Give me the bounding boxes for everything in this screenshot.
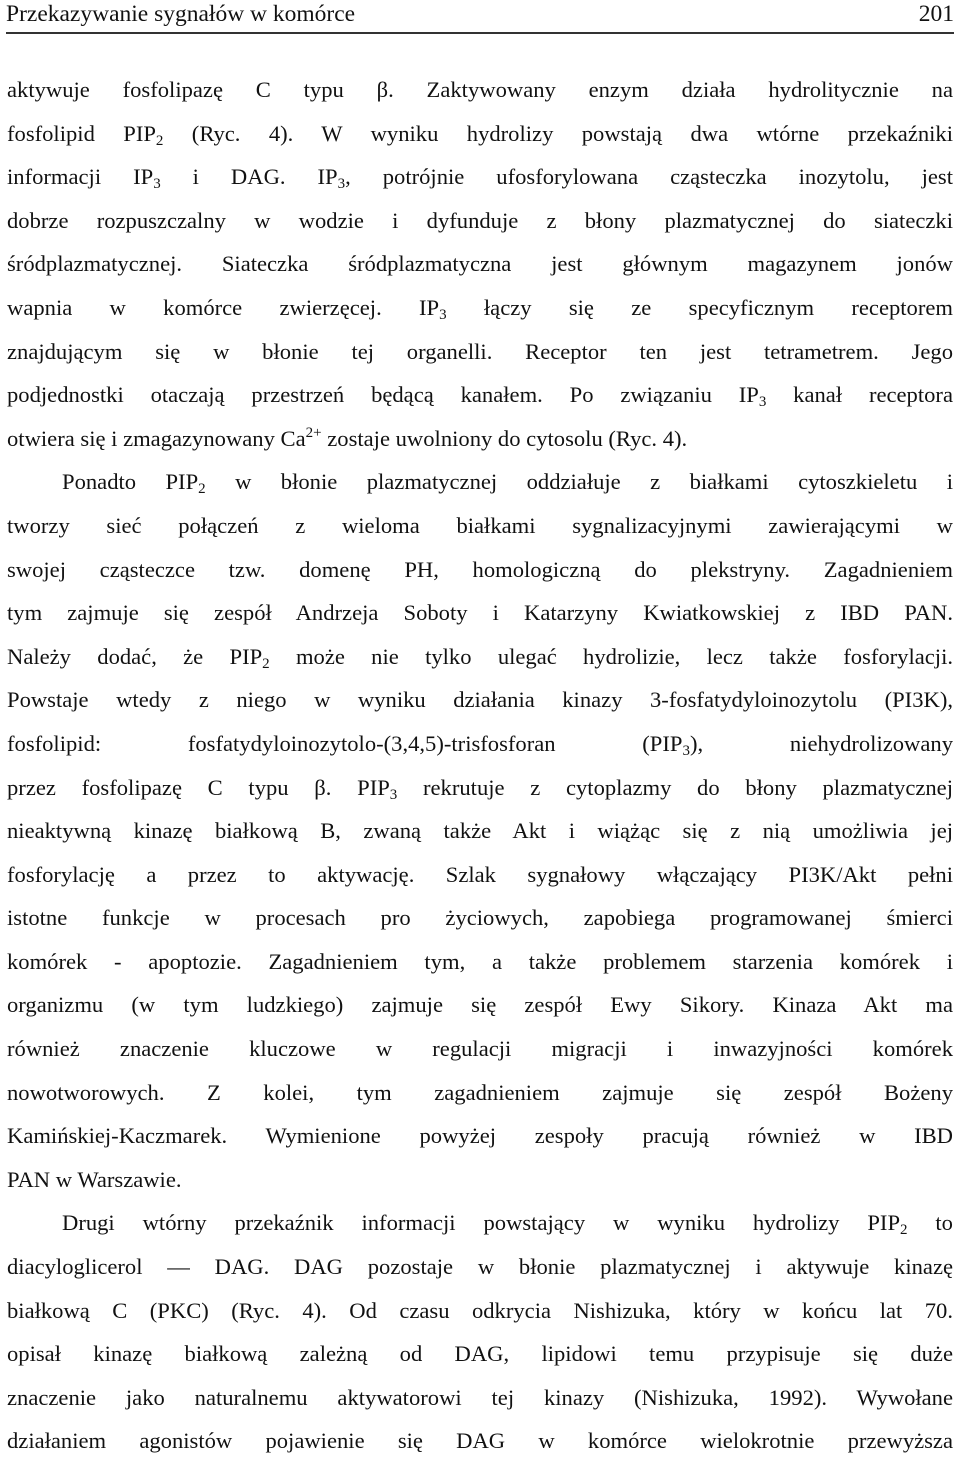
text-line: organizmu (w tym ludzkiego) zajmuje się zespół Ewy Sikory. Kinaza Akt ma [7, 992, 953, 1018]
text-line: nowotworowych. Z kolei, tym zagadnieniem zajmuje się zespół Bożeny [7, 1079, 953, 1105]
text-line: fosforylację a przez to aktywację. Szlak sygnałowy włączający PI3K/Akt pełni [7, 861, 953, 887]
text-line: znaczenie jako naturalnemu aktywatorowi tej kinazy (Nishizuka, 1992). Wywołane [7, 1384, 953, 1410]
text-line: swojej cząsteczce tzw. domenę PH, homologiczną do plekstryny. Zagadnieniem [7, 556, 953, 582]
text-line: podjednostki otaczają przestrzeń będącą kanałem. Po związaniu $IP_3$ kanał receptora [7, 382, 953, 411]
text-line: białkową C (PKC) (Ryc. 4). Od czasu odkrycia Nishizuka, który w końcu lat 70. [7, 1297, 953, 1323]
text-line: tym zajmuje się zespół Andrzeja Soboty i Katarzyny Kwiatkowskiej z IBD PAN. [7, 600, 953, 626]
text-line: PAN w Warszawie. [7, 1166, 182, 1192]
text-line: dobrze rozpuszczalny w wodzie i dyfunduje z błony plazmatycznej do siateczki [7, 207, 953, 233]
chapter-title: Przekazywanie sygnałów w komórce [6, 1, 356, 27]
text-line: Ponadto $PIP_2$ w błonie plazmatycznej oddziałuje z białkami cytoszkieletu i [62, 469, 953, 498]
text-line: fosfolipid $PIP_2$ (Ryc. 4). W wyniku hydrolizy powstają dwa wtórne przekaźniki [7, 120, 953, 149]
text-line: nieaktywną kinazę białkową B, zwaną także Akt i wiążąc się z nią umożliwia jej [7, 818, 953, 844]
text-line: działaniem agonistów pojawienie się DAG w komórce wielokrotnie przewyższa [7, 1428, 953, 1454]
body-text [7, 68, 953, 1463]
text-line: aktywuje fosfolipazę C typu β. Zaktywowany enzym działa hydrolitycznie na [7, 77, 953, 102]
text-line: Powstaje wtedy z niego w wyniku działania kinazy 3-fosfatydyloinozytolu (PI3K), [7, 687, 953, 713]
text-line: wapnia w komórce zwierzęcej. $IP_3$ łączy się ze specyficznym receptorem [7, 294, 953, 323]
text-line: diacyloglicerol ― DAG. DAG pozostaje w błonie plazmatycznej i aktywuje kinazę [7, 1254, 953, 1280]
text-line: również znaczenie kluczowe w regulacji migracji i inwazyjności komórek [7, 1036, 953, 1062]
text-line: tworzy sieć połączeń z wieloma białkami sygnalizacyjnymi zawierającymi w [7, 512, 953, 538]
text-line: Kamińskiej-Kaczmarek. Wymienione powyżej zespoły pracują również w IBD [7, 1123, 953, 1149]
text-line: informacji $IP_3$ i DAG. $IP_3$, potrójnie ufosforylowana cząsteczka inozytolu, jest [7, 164, 953, 193]
page-number: 201 [918, 1, 954, 27]
text-line: komórek - apoptozie. Zagadnieniem tym, a także problemem starzenia komórek i [7, 948, 953, 974]
text-line: Drugi wtórny przekaźnik informacji powstający w wyniku hydrolizy $PIP_2$ to [62, 1210, 953, 1239]
text-line: fosfolipid: fosfatydyloinozytolo-(3,4,5)-trisfosforan $(PIP_3)$, niehydrolizowany [7, 730, 953, 759]
text-line: śródplazmatycznej. Siateczka śródplazmatyczna jest głównym magazynem jonów [7, 251, 953, 277]
text-line: przez fosfolipazę C typu β. $PIP_3$ rekrutuje z cytoplazmy do błony plazmatycznej [7, 774, 953, 803]
text-line: istotne funkcje w procesach pro życiowych, zapobiega programowanej śmierci [7, 905, 953, 931]
text-line: otwiera się i zmagazynowany $Ca^{2+}$ zostaje uwolniony do cytosolu (Ryc. 4). [7, 424, 688, 451]
text-line: Należy dodać, że $PIP_2$ może nie tylko ulegać hydrolizie, lecz także fosforylacji. [7, 643, 953, 672]
running-header [6, 0, 954, 34]
text-line: znajdującym się w błonie tej organelli. Receptor ten jest tetrametrem. Jego [7, 338, 953, 364]
text-line: opisał kinazę białkową zależną od DAG, lipidowi temu przypisuje się duże [7, 1341, 953, 1367]
